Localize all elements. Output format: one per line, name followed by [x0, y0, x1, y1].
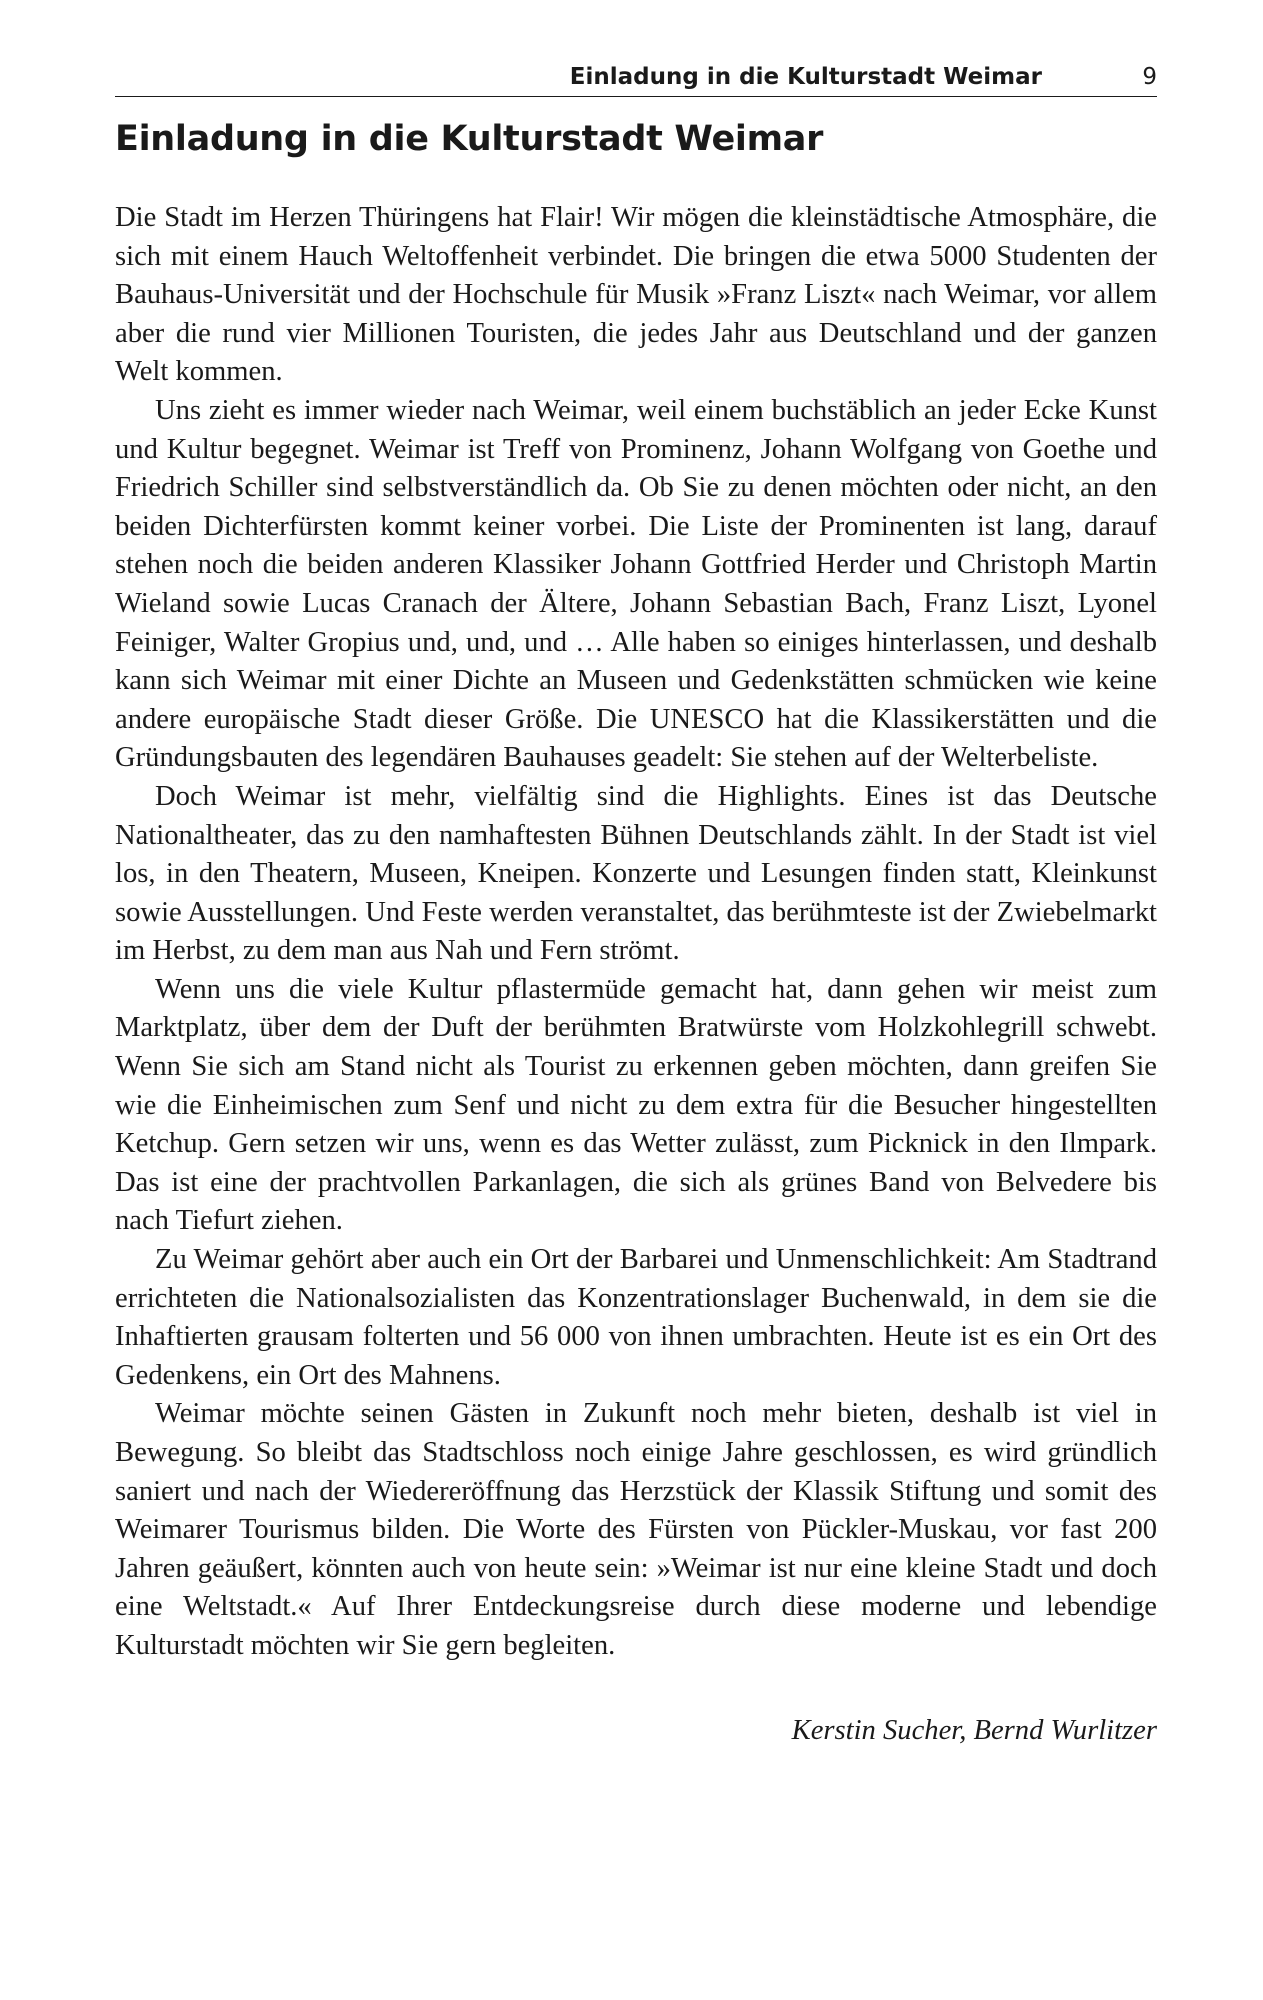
paragraph: Die Stadt im Herzen Thüringens hat Flair! Wir mögen die kleinstädtische Atmosphäre, die sich mit einem Hauch Weltoffenheit verbindet. Die bringen die etwa 5000 Studenten der Bauhaus-Universität und der Hochschule für Musik »Franz Liszt« nach Weimar, vor allem aber die rund vier Millionen Touristen, die jedes Jahr aus Deutschland und der ganzen Welt kommen.	[115, 202, 1157, 388]
page-number: 9	[1142, 64, 1157, 90]
paragraph: Weimar möchte seinen Gästen in Zukunft noch mehr bieten, deshalb ist viel in Bewegung. So bleibt das Stadtschloss noch einige Jahre geschlossen, es wird gründlich saniert und nach der Wiedereröffnung das Herzstück der Klassik Stiftung und somit des Weimarer Tourismus bilden. Die Worte des Fürsten von Pückler-Muskau, vor fast 200 Jahren geäußert, könnten auch von heute sein: »Weimar ist nur eine kleine Stadt und doch eine Weltstadt.« Auf Ihrer Entdeckungsreise durch diese moderne und lebendige Kulturstadt möchten wir Sie gern begleiten.	[115, 1398, 1157, 1661]
paragraph: Doch Weimar ist mehr, vielfältig sind die Highlights. Eines ist das Deutsche Nationaltheater, das zu den namhaftesten Bühnen Deutschlands zählt. In der Stadt ist viel los, in den Theatern, Museen, Kneipen. Konzerte und Lesungen finden statt, Kleinkunst sowie Ausstellungen. Und Feste werden veranstaltet, das berühmteste ist der Zwiebelmarkt im Herbst, zu dem man aus Nah und Fern strömt.	[115, 780, 1157, 967]
body-text	[115, 199, 1157, 1666]
paragraph: Uns zieht es immer wieder nach Weimar, weil einem buchstäblich an jeder Ecke Kunst und Kultur begegnet. Weimar ist Treff von Prominenz, Johann Wolfgang von Goethe und Friedrich Schiller sind selbstverständlich da. Ob Sie zu denen möchten oder nicht, an den beiden Dichterfürsten kommt keiner vorbei. Die Liste der Prominenten ist lang, darauf stehen noch die beiden anderen Klassiker Johann Gottfried Herder und Christoph Martin Wieland sowie Lucas Cranach der Ältere, Johann Sebastian Bach, Franz Liszt, Lyonel Feiniger, Walter Gropius und, und, und … Alle haben so einiges hinterlassen, und deshalb kann sich Weimar mit einer Dichte an Museen und Gedenkstätten schmücken wie keine andere europäische Stadt dieser Größe. Die UNESCO hat die Klassikerstätten und die Gründungsbauten des legendären Bauhauses geadelt: Sie stehen auf der Welterbeliste.	[115, 394, 1157, 774]
paragraph: Wenn uns die viele Kultur pflastermüde gemacht hat, dann gehen wir meist zum Marktplatz, über dem der Duft der berühmten Bratwürste vom Holzkohlegrill schwebt. Wenn Sie sich am Stand nicht als Tourist zu erkennen geben möchten, dann greifen Sie wie die Einheimischen zum Senf und nicht zu dem extra für die Besucher hingestellten Ketchup. Gern setzen wir uns, wenn es das Wetter zulässt, zum Picknick in den Ilmpark. Das ist eine der prachtvollen Parkanlagen, die sich als grünes Band von Belvedere bis nach Tiefurt ziehen.	[115, 973, 1157, 1237]
running-header-title: Einladung in die Kulturstadt Weimar	[569, 64, 1042, 90]
author-signature: Kerstin Sucher, Bernd Wurlitzer	[791, 1714, 1157, 1746]
book-page	[115, 58, 1157, 1750]
chapter-title: Einladung in die Kulturstadt Weimar	[115, 119, 824, 159]
paragraph: Zu Weimar gehört aber auch ein Ort der Barbarei und Unmenschlichkeit: Am Stadtrand errichteten die Nationalsozialisten das Konzentrationslager Buchenwald, in dem sie die Inhaftierten grausam folterten und 56 000 von ihnen umbrachten. Heute ist es ein Ort des Gedenkens, ein Ort des Mahnens.	[115, 1244, 1157, 1391]
running-header	[115, 58, 1157, 97]
